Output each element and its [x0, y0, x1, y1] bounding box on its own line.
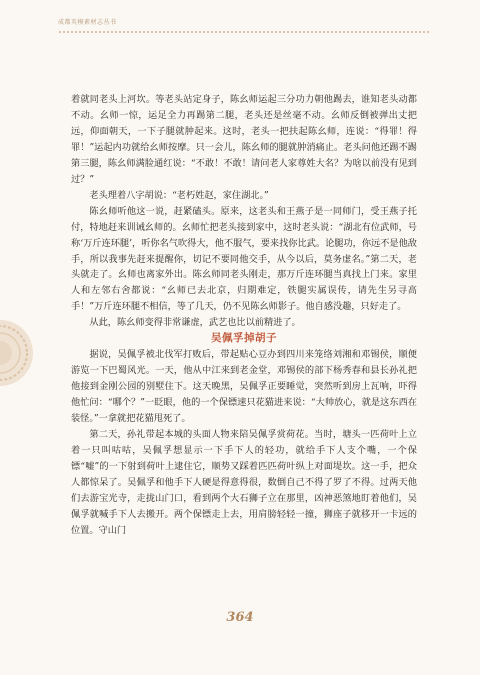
paragraph: 第二天，孙礼带起本城的头面人物来陪吴佩孚赏荷花。当时，塘头一匹荷叶上立着一只叫咕咕，吴佩孚想显示一下手下人的轻功，就给手下人支个嘴，一个保镖“嘘”的一下射到荷叶上逮住它，顺势又踩着匹匹荷叶纵上对面堤坎。这一手，把众人都惊呆了。吴佩孚和他手下人硬是得意得很，数倒自己不得了罗了不得。过两天他们去游宝光寺，走拢山门口，看到两个大石狮子立在那里，凶神恶煞地盯着他们，吴佩孚就喊手下人去搬开。两个保镖走上去，用肩膀轻轻一撞，狮座子就移开一卡远的位置。守山门 — [71, 429, 417, 536]
paragraph: 从此，陈幺师变得非常谦虚，武艺也比以前精进了。 — [89, 317, 301, 329]
running-header: 成都英模素材志丛书 — [58, 19, 117, 26]
page-number: 364 — [226, 610, 254, 625]
story-continuation — [71, 92, 417, 331]
header-dotted-rule — [58, 31, 430, 33]
page-body — [71, 92, 417, 539]
paragraph: 据说，吴佩孚被北伐军打败后，带起贴心豆办到四川来笼络刘湘和邓锡侯，顺便游览一下巴蜀风光。一天，他从中江来到老金堂，邓锡侯的部下杨秀春和县长孙礼把他接到金刚公园的别墅住下。这天晚黑，吴佩孚正要睡觉，突然听到房上瓦响，吓得他忙问：“哪个？”一眨眼，他的一个保镖速只花猫进来说：“大帅放心，就是这东西在装怪。”一拿就把花猫甩死了。 — [71, 349, 417, 425]
paragraph: 老头理着八字胡说：“老朽姓赵，家住湖北。” — [89, 189, 269, 201]
decorative-medallion — [0, 318, 35, 388]
story-wu-peifu — [71, 347, 417, 538]
paragraph: 着就同老头上河坎。等老头站定身子，陈幺师运起三分功力朝他踢去，谁知老头动都不动。幺师一惊，运足全力再踢第二腿，老头还是丝毫不动。幺师反倒被弹出丈把远，仰面朝天，一下子腿就肿起来。这时，老头一把扶起陈幺师，连说：“得罪！得罪！”运起内功就给幺师按摩。只一会儿，陈幺师的腿就肿消痛止。老头问他还踢不踢第三腿，陈幺师满脸通红说：“不敢！不敢！请问老人家尊姓大名？为啥以前没有见到过？” — [71, 94, 417, 185]
paragraph: 陈幺师听他这一说，赶紧磕头。原来，这老头和王燕子是一同师门，受王燕子托付，特地赶来训诫幺师的。幺师忙把老头接到家中，这时老头说：“湖北有位武师，号称‘万斤连环腿’，听你名气吹得大，他不服气，要来找你比武。论腿功，你远不是他敌手，所以我事先赶来提醒你，切记不要同他交手，从今以后，莫务虚名。”第二天，老头就走了。幺师也离家外出。陈幺师同老头刚走，那万斤连环腿当真找上门来。家里人和左邻右舍都说：“幺师已去北京，归期难定，铁腿实属误传，请先生另寻高手！”万斤连环腿不相信，等了几天，仍不见陈幺师影子。他自感没趣，只好走了。 — [71, 205, 417, 313]
section-heading: 吴佩孚掉胡子 — [211, 332, 277, 345]
